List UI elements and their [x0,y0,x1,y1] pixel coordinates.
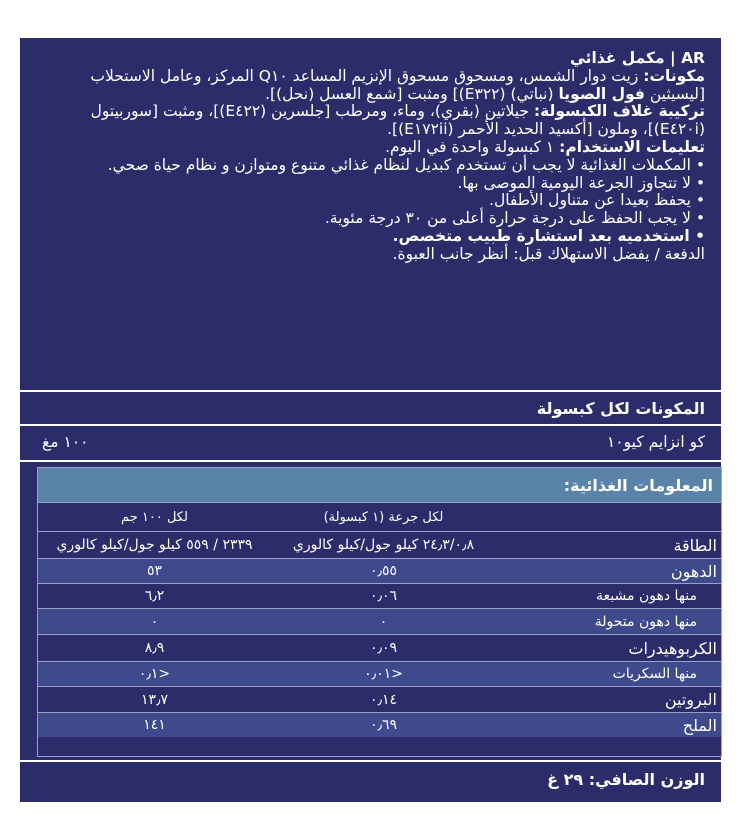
per-dose-value: <٠٫٠١ [364,666,403,682]
nutrition-row [38,687,721,713]
per-100g-value: ١٣٫٧ [140,691,169,708]
divider [20,390,721,392]
ingredients-paragraph [36,68,705,104]
composition-row [42,433,705,451]
product-type: مكمل غذائي [570,49,665,67]
nutrient-name: البروتين [664,690,717,709]
per-dose-value: ٠٫٥٥ [369,563,398,579]
nutrition-row [38,609,721,635]
label-text-block [20,38,721,264]
usage-label: تعليمات الاستخدام: [559,137,705,156]
capsule-shell-text: جيلاتين (بقري)، وماء، ومرطب [جلسرين (E٤٢٢)]، ومثبت [سوربيتول (E٤٢٠i)]، وملون [أكسيد الحديد الأحمر (E١٧٢ii)]. [90,102,705,139]
per-100g-value: ١٤١ [143,717,166,733]
ingredients-label: مكونات: [643,66,705,85]
usage-bullet: • لا تتجاوز الجرعة اليومية الموصى بها. [457,173,705,192]
per-100g-value: <٠٫١ [138,666,171,682]
per-100g-value: ٠ [150,613,159,630]
net-weight: الوزن الصافي: ٢٩ غ [547,770,705,789]
nutrient-name: منها السكريات [612,666,697,682]
capsule-shell-label: تركيبة غلاف الكبسولة: [533,102,705,121]
composition-amount: ١٠٠ مغ [42,433,89,451]
nutrient-name: الملح [682,715,717,735]
nutrition-header-row [38,503,721,532]
capsule-shell-paragraph [36,103,705,139]
allergen-text: فول الصويا [558,84,645,103]
col-per-100g: لكل ١٠٠ جم [121,509,188,525]
supplement-label-panel [20,38,721,802]
nutrient-name: الدهون [670,561,717,581]
composition-item: كو انزايم كيو١٠ [606,433,705,451]
ingredients-text-b: (نباتي) (E٣٢٢)] ومثبت [شمع العسل (نحل)]. [265,84,559,103]
per-100g-value: ٢٣٣٩ / ٥٥٩ كيلو جول/كيلو كالوري [56,537,253,553]
header-separator: | [664,49,682,67]
usage-text: ١ كبسولة واحدة في اليوم. [385,137,560,156]
label-header [36,50,705,68]
nutrition-row [38,559,721,584]
per-dose-value: ٠ [379,613,388,630]
nutrition-row [38,713,721,737]
nutrient-name: الكربوهيدرات [628,638,717,658]
usage-bullet-bold: • استخدميه بعد استشارة طبيب متخصص. [392,226,705,245]
divider [20,424,721,426]
per-dose-value: ٠٫٦٩ [369,717,398,733]
composition-title: المكونات لكل كبسولة [536,399,705,418]
per-100g-value: ٨٫٩ [144,640,165,656]
per-dose-value: ٢٤٫٣/٠٫٨ كيلو جول/كيلو كالوري [292,537,475,553]
per-100g-value: ٦٫٢ [144,588,165,604]
nutrient-name: منها دهون متحولة [594,613,697,630]
per-dose-value: ٠٫١٤ [369,691,398,708]
nutrition-table [37,467,722,757]
nutrition-row [38,584,721,609]
per-dose-value: ٠٫٠٩ [369,640,398,656]
ingredients-text-a: زيت دوار الشمس، ومسحوق مسحوق الإنزيم المساعد Q١٠ المركز، وعامل الاستحلاب [ليسيثين [90,66,705,103]
usage-paragraph [36,139,705,157]
col-per-dose: لكل جرعة (١ كبسولة) [323,509,444,525]
per-100g-value: ٥٣ [146,563,163,579]
nutrition-row [38,662,721,687]
language-code: AR [681,49,705,67]
usage-bullet: • المكملات الغذائية لا يجب أن تستخدم كبديل لنظام غذائي متنوع ومتوازن و نظام حياة صحي. [107,155,705,174]
per-dose-value: ٠٫٠٦ [369,588,398,604]
usage-bullet: • لا يجب الحفظ على درجة حرارة أعلى من ٣٠ درجة مئوية. [324,209,705,228]
nutrient-name: منها دهون مشبعة [596,588,697,604]
divider [20,760,721,762]
nutrition-row [38,635,721,662]
divider [20,460,721,462]
nutrition-rows [38,532,721,737]
nutrition-title: المعلومات الغذائية: [38,468,721,503]
usage-bullet: • يحفظ بعيدا عن متناول الأطفال. [489,191,705,210]
nutrient-name: الطاقة [673,535,717,555]
batch-text: الدفعة / يفضل الاستهلاك قبل: أنظر جانب العبوة. [392,244,705,263]
nutrition-row [38,532,721,559]
